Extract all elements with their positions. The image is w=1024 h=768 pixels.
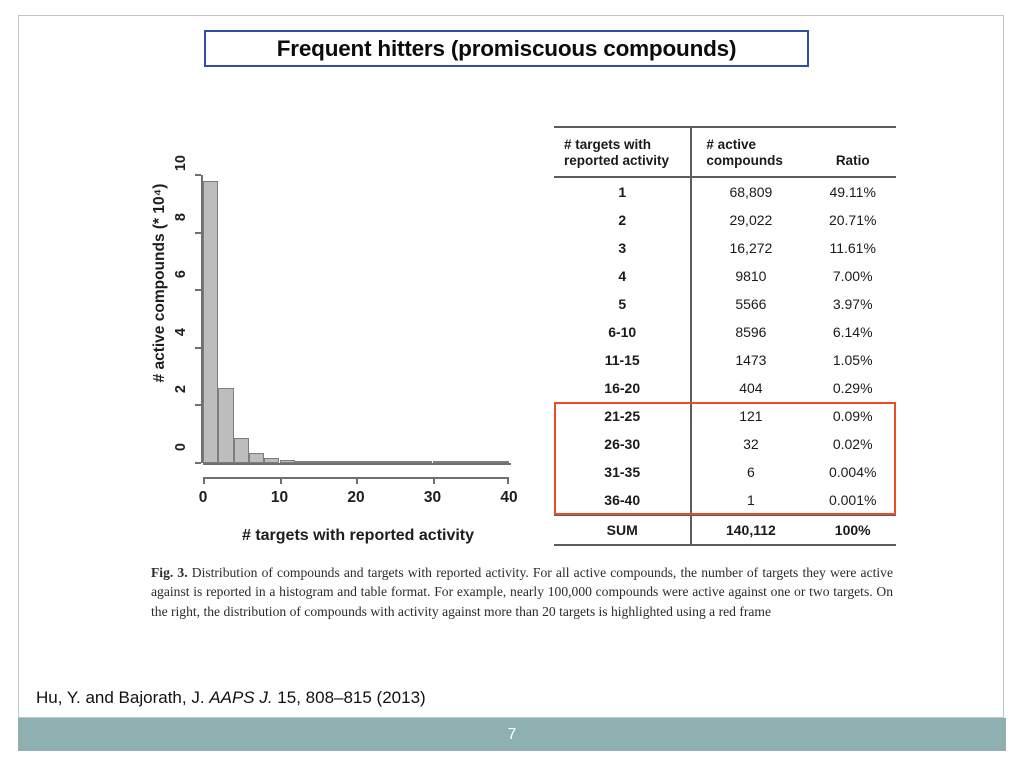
table-row (554, 177, 896, 206)
chart-x-axis (198, 477, 518, 544)
chart-y-tick: 4 (173, 327, 189, 336)
table-row (554, 346, 896, 374)
chart-plot-area (203, 175, 509, 463)
column-header-compounds-line1: # active (706, 137, 756, 152)
cell-ratio: 0.001% (828, 491, 877, 508)
cell-targets: 2 (618, 211, 627, 228)
cell-sum-ratio: 100% (834, 521, 871, 538)
chart-y-tick: 0 (173, 443, 189, 452)
histogram-bar (218, 388, 233, 463)
chart-x-tick: 10 (270, 489, 289, 506)
table-body (554, 177, 896, 545)
citation-journal: AAPS J. (209, 688, 273, 707)
cell-targets: 26-30 (604, 435, 641, 452)
cell-compounds: 1 (691, 486, 809, 515)
cell-ratio: 0.29% (832, 379, 873, 396)
chart-x-tick: 30 (423, 489, 442, 506)
chart-y-tickmark (195, 174, 201, 176)
cell-compounds: 9810 (691, 262, 809, 290)
cell-compounds: 121 (691, 402, 809, 430)
figure-caption-text: Distribution of compounds and targets with reported activity. For all active compounds, the number of targets they were active against is reported in a histogram and table format. For example, nearly 100,000 compounds were active against one or two targets. On the right, the distribution of compounds with activity against more than 20 targets is highlighted using a red frame (151, 565, 893, 619)
cell-ratio: 1.05% (832, 351, 873, 368)
citation-authors: Hu, Y. and Bajorath, J. (36, 688, 210, 707)
cell-targets: 31-35 (604, 463, 641, 480)
cell-targets: 11-15 (604, 351, 640, 368)
cell-ratio: 0.09% (832, 407, 873, 424)
chart-y-tickmark (195, 404, 201, 406)
cell-sum-label: SUM (606, 521, 638, 538)
cell-targets: 6-10 (608, 323, 637, 340)
table-row (554, 402, 896, 430)
table-header-row (554, 127, 896, 177)
histogram-bar (234, 438, 249, 463)
chart-baseline (203, 463, 511, 465)
slide-frame (18, 15, 1004, 718)
chart-y-tickmark (195, 462, 201, 464)
column-header-compounds (691, 127, 809, 177)
table-row (554, 290, 896, 318)
cell-compounds: 404 (691, 374, 809, 402)
page-number: 7 (507, 725, 517, 743)
slide-footer-bar (18, 718, 1006, 751)
table-row (554, 262, 896, 290)
histogram-bar (203, 181, 218, 463)
table-sum-row (554, 515, 896, 545)
chart-x-tickmark (203, 477, 205, 484)
cell-targets: 4 (618, 267, 627, 284)
column-header-targets-line1: # targets with (564, 137, 652, 152)
cell-compounds: 6 (691, 458, 809, 486)
data-table-region (554, 126, 896, 546)
cell-compounds: 68,809 (691, 177, 809, 206)
table-row (554, 430, 896, 458)
chart-x-tickmark (507, 477, 509, 484)
cell-ratio: 6.14% (832, 323, 873, 340)
chart-y-axis-label: # active compounds (* 10⁴) (151, 183, 168, 383)
table-row (554, 374, 896, 402)
chart-x-axis-label: # targets with reported activity (241, 527, 475, 544)
cell-targets: 5 (618, 295, 627, 312)
chart-y-tick: 8 (173, 212, 189, 221)
table-row (554, 318, 896, 346)
cell-ratio: 0.004% (828, 463, 877, 480)
table-row (554, 234, 896, 262)
cell-ratio: 20.71% (828, 211, 877, 228)
chart-x-tickmark (356, 477, 358, 484)
table-head (554, 127, 896, 177)
histogram-bar (249, 453, 264, 463)
table-row (554, 486, 896, 515)
chart-y-tick: 2 (173, 385, 189, 394)
page-title: Frequent hitters (promiscuous compounds) (276, 35, 737, 61)
histogram-chart (129, 111, 519, 551)
chart-y-tickmark (195, 232, 201, 234)
chart-x-tickmark (433, 477, 435, 484)
chart-y-tickmark (195, 347, 201, 349)
distribution-table (554, 126, 896, 546)
cell-compounds: 29,022 (691, 206, 809, 234)
figure-caption-label: Fig. 3. (151, 565, 188, 580)
cell-compounds: 5566 (691, 290, 809, 318)
figure-caption (151, 563, 893, 621)
chart-x-tick: 0 (198, 489, 208, 506)
citation-details: 15, 808–815 (2013) (272, 688, 426, 707)
chart-y-tick: 10 (173, 155, 189, 172)
figure-region (19, 101, 1005, 661)
cell-compounds: 8596 (691, 318, 809, 346)
column-header-ratio: Ratio (835, 152, 870, 168)
column-header-compounds-line2: compounds (706, 152, 783, 168)
cell-ratio: 7.00% (832, 267, 873, 284)
cell-ratio: 49.11% (829, 183, 876, 200)
chart-y-tickmark (195, 289, 201, 291)
cell-targets: 16-20 (604, 379, 641, 396)
cell-compounds: 32 (691, 430, 809, 458)
column-header-targets (554, 127, 691, 177)
cell-targets: 1 (618, 183, 627, 200)
slide-title-box (204, 30, 809, 67)
table-row (554, 458, 896, 486)
cell-targets: 3 (618, 239, 627, 256)
cell-ratio: 11.61% (829, 239, 876, 256)
chart-x-tick: 40 (500, 489, 518, 506)
cell-sum-compounds: 140,112 (691, 515, 809, 545)
chart-x-tick: 20 (347, 489, 365, 506)
chart-y-tick: 6 (173, 270, 189, 279)
cell-targets: 21-25 (604, 407, 641, 424)
source-citation (36, 688, 736, 708)
cell-ratio: 3.97% (832, 295, 873, 312)
cell-targets: 36-40 (604, 491, 641, 508)
cell-compounds: 1473 (691, 346, 809, 374)
cell-compounds: 16,272 (691, 234, 809, 262)
cell-ratio: 0.02% (832, 435, 873, 452)
chart-x-tickmark (280, 477, 282, 484)
table-row (554, 206, 896, 234)
column-header-targets-line2: reported activity (564, 152, 670, 168)
